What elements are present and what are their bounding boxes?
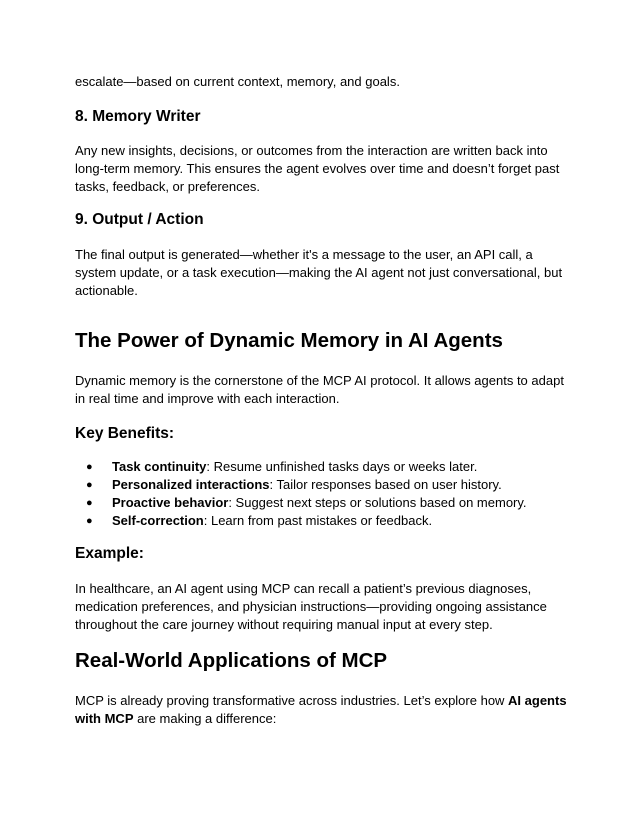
intro-fragment: escalate—based on current context, memory, and goals.	[75, 74, 400, 89]
bullet-icon: ●	[86, 497, 93, 509]
benefit-desc: : Resume unfinished tasks days or weeks later.	[206, 459, 478, 474]
example-body: In healthcare, an AI agent using MCP can recall a patient’s previous diagnoses, medication preferences, and physician instructions—providing ongoing assistance throughout the care journey without requiring manual input at every step.	[75, 581, 547, 632]
list-item	[75, 458, 575, 476]
bullet-icon: ●	[86, 515, 93, 527]
list-item	[75, 494, 575, 512]
section-9-body: The final output is generated—whether it's a message to the user, an API call, a system update, or a task execution—making the AI agent not just conversational, but actionable.	[75, 247, 563, 298]
benefit-desc: : Learn from past mistakes or feedback.	[203, 513, 433, 528]
benefit-term: Task continuity	[112, 459, 207, 474]
section-8-heading: 8. Memory Writer	[75, 108, 201, 125]
section-9-heading: 9. Output / Action	[75, 211, 204, 228]
section-8-body: Any new insights, decisions, or outcomes from the interaction are written back into long-term memory. This ensures the agent evolves over time and doesn’t forget past tasks, feedback, or preferences.	[75, 143, 560, 194]
applications-intro-tail: are making a difference:	[133, 711, 277, 726]
benefit-term: Proactive behavior	[112, 495, 229, 510]
bullet-icon: ●	[86, 461, 93, 473]
benefits-list	[75, 458, 575, 530]
list-item	[75, 512, 575, 530]
bullet-icon: ●	[86, 479, 93, 491]
applications-intro-bold: AI agents with MCP	[75, 693, 567, 726]
applications-intro	[75, 692, 575, 728]
list-item	[75, 476, 575, 494]
key-benefits-heading: Key Benefits:	[75, 425, 175, 442]
benefit-desc: : Suggest next steps or solutions based on memory.	[228, 495, 527, 510]
benefit-desc: : Tailor responses based on user history.	[269, 477, 502, 492]
benefit-term: Self-correction	[112, 513, 204, 528]
dynamic-memory-intro: Dynamic memory is the cornerstone of the MCP AI protocol. It allows agents to adapt in real time and improve with each interaction.	[75, 373, 564, 406]
applications-intro-text: MCP is already proving transformative across industries. Let’s explore how	[75, 693, 509, 708]
example-heading: Example:	[75, 545, 144, 562]
benefit-term: Personalized interactions	[112, 477, 270, 492]
dynamic-memory-heading: The Power of Dynamic Memory in AI Agents	[75, 329, 503, 352]
applications-heading: Real-World Applications of MCP	[75, 649, 388, 672]
